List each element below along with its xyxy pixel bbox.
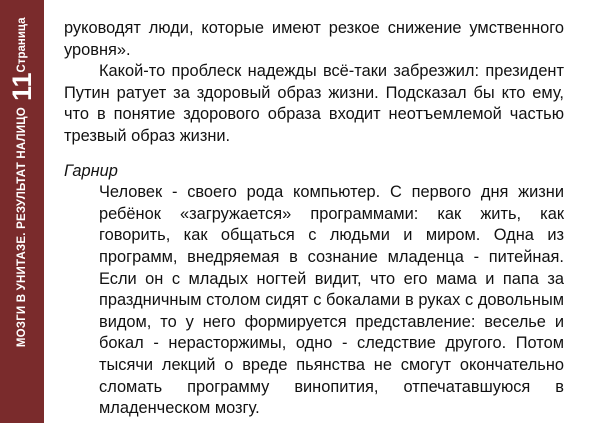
section-heading: Гарнир (64, 161, 118, 180)
sidebar (0, 0, 44, 423)
page-label: Страница (16, 17, 28, 73)
page-number: 11 (6, 72, 37, 102)
paragraph-continuation: руководят люди, которые имеют резкое снижение умственного уровня». (64, 19, 564, 59)
sidebar-label-group (0, 0, 44, 423)
page-content (64, 18, 564, 420)
paragraph-garnish: Человек - своего рода компьютер. С первого дня жизни ребёнок «загружается» программами: как жить, как говорить, как общаться с людьми и миром. Одна из программ, внедряемая в сознание младенца - питейная. Если он с младых ногтей видит, что его мама и папа за праздничным столом сидят с бокалами в руках с довольным видом, то у него формируется представление: веселье и бокал - нерасторжимы, одно - следствие другого. Потом тысячи лекций о вреде пьянства не смогут окончательно сломать программу винопития, отпечатавшуюся в младенческом мозгу. (99, 183, 564, 418)
paragraph-putin: Какой-то проблеск надежды всё-таки забрезжил: президент Путин ратует за здоровый образ жизни. Подсказал бы кто ему, что в понятие здорового образа входит неотъемлемой частью трезвый образ жизни. (64, 62, 564, 145)
section-title: МОЗГИ В УНИТАЗЕ. РЕЗУЛЬТАТ НАЛИЦО (16, 107, 28, 348)
